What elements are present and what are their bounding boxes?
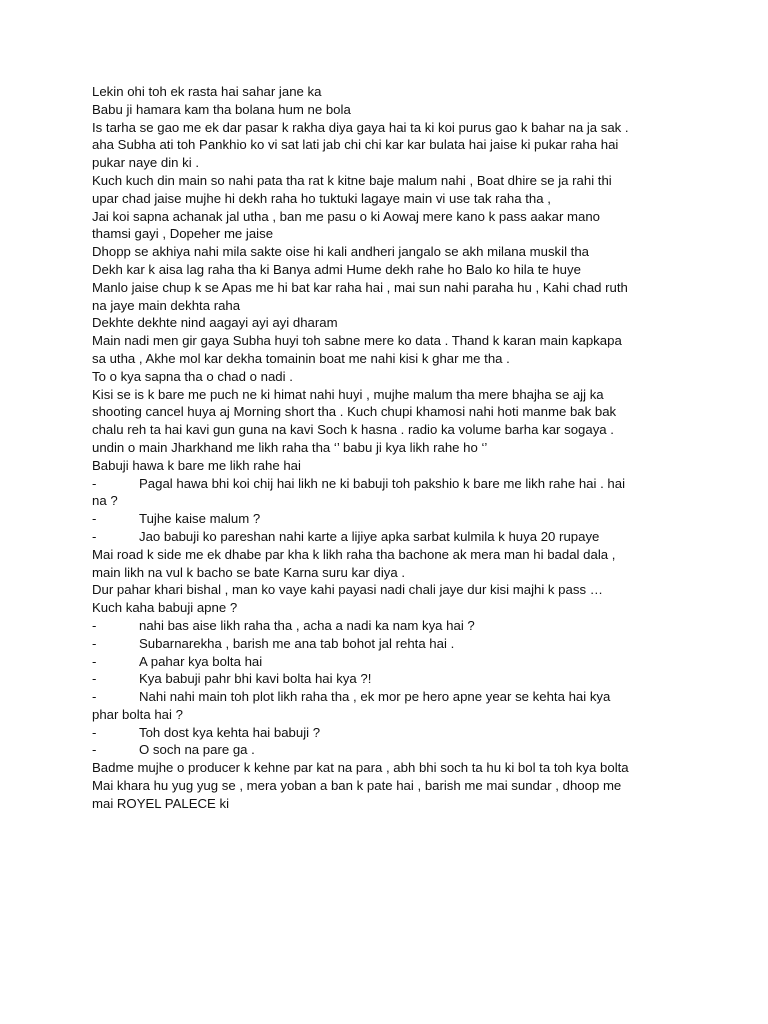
- dialogue-text: Subarnarekha , barish me ana tab bohot jal rehta hai .: [139, 635, 455, 651]
- dash-marker: -: [92, 689, 97, 705]
- dialogue-text: Nahi nahi main toh plot likh raha tha , ek mor pe hero apne year se kehta hai kya: [139, 689, 611, 705]
- paragraph-line: undin o main Jharkhand me likh raha tha ‘’ babu ji kya likh rahe ho ‘’: [92, 439, 488, 455]
- paragraph-line: Mai khara hu yug yug se , mera yoban a ban k pate hai , barish me mai sundar , dhoop me: [92, 778, 622, 794]
- dash-marker: -: [92, 671, 97, 687]
- paragraph-line: aha Subha ati toh Pankhio ko vi sat lati jab chi chi kar kar bulata hai jaise ki pukar raha hai: [92, 137, 619, 153]
- paragraph-line: chalu reh ta hai kavi gun guna na kavi Soch k hasna . radio ka volume barha kar sogaya .: [92, 422, 614, 438]
- paragraph-line: Dekhte dekhte nind aagayi ayi ayi dharam: [92, 315, 338, 331]
- dialogue-text: Toh dost kya kehta hai babuji ?: [139, 724, 321, 740]
- dialogue-text: A pahar kya bolta hai: [139, 653, 263, 669]
- paragraph-line: Is tarha se gao me ek dar pasar k rakha diya gaya hai ta ki koi purus gao k bahar na ja sak .: [92, 119, 629, 135]
- paragraph-line: Kisi se is k bare me puch ne ki himat nahi huyi , mujhe malum tha mere bhajha se ajj ka: [92, 386, 604, 402]
- paragraph-line: Badme mujhe o producer k kehne par kat na para , abh bhi soch ta hu ki bol ta toh kya bolta: [92, 760, 629, 776]
- paragraph-line: Main nadi men gir gaya Subha huyi toh sabne mere ko data . Thand k karan main kapkapa: [92, 333, 622, 349]
- dash-marker: -: [92, 653, 97, 669]
- dash-marker: -: [92, 617, 97, 633]
- paragraph-line: shooting cancel huya aj Morning short tha . Kuch chupi khamosi nahi hoti manme bak bak: [92, 404, 617, 420]
- paragraph-line: mai ROYEL PALECE ki: [92, 795, 230, 811]
- dialogue-line: [92, 635, 708, 653]
- dialogue-text: O soch na pare ga .: [139, 742, 255, 758]
- paragraph-line: Mai road k side me ek dhabe par kha k likh raha tha bachone ak mera man hi badal dala ,: [92, 546, 616, 562]
- paragraph-line: To o kya sapna tha o chad o nadi .: [92, 368, 293, 384]
- dialogue-line: [92, 475, 708, 493]
- dialogue-text: Kya babuji pahr bhi kavi bolta hai kya ?!: [139, 671, 372, 687]
- paragraph-line: na jaye main dekhta raha: [92, 297, 241, 313]
- dialogue-line: [92, 741, 708, 759]
- dialogue-line: [92, 670, 708, 688]
- dialogue-text: Pagal hawa bhi koi chij hai likh ne ki babuji toh pakshio k bare me likh rahe hai . hai: [139, 475, 626, 491]
- paragraph-line: upar chad jaise mujhe hi dekh raha ho tuktuki lagaye main vi use tak raha tha ,: [92, 190, 551, 206]
- dialogue-text: Tujhe kaise malum ?: [139, 511, 261, 527]
- paragraph-line: Jai koi sapna achanak jal utha , ban me pasu o ki Aowaj mere kano k pass aakar mano: [92, 208, 601, 224]
- dialogue-text: nahi bas aise likh raha tha , acha a nadi ka nam kya hai ?: [139, 617, 475, 633]
- paragraph-line: Manlo jaise chup k se Apas me hi bat kar raha hai , mai sun nahi paraha hu , Kahi chad ruth: [92, 279, 628, 295]
- dialogue-line: [92, 617, 708, 635]
- paragraph-line: Dur pahar khari bishal , man ko vaye kahi payasi nadi chali jaye dur kisi majhi k pass …: [92, 582, 603, 598]
- dialogue-continuation: phar bolta hai ?: [92, 706, 183, 722]
- dialogue-line: [92, 653, 708, 671]
- paragraph-line: Dhopp se akhiya nahi mila sakte oise hi kali andheri jangalo se akh milana muskil tha: [92, 244, 590, 260]
- dialogue-line: [92, 724, 708, 742]
- dash-marker: -: [92, 528, 97, 544]
- dash-marker: -: [92, 742, 97, 758]
- dialogue-text: Jao babuji ko pareshan nahi karte a lijiye apka sarbat kulmila k huya 20 rupaye: [139, 528, 600, 544]
- paragraph-line: Babu ji hamara kam tha bolana hum ne bola: [92, 101, 351, 117]
- paragraph-line: Kuch kuch din main so nahi pata tha rat k kitne baje malum nahi , Boat dhire se ja rahi thi: [92, 172, 612, 188]
- dialogue-line: [92, 688, 708, 706]
- dialogue-line: [92, 510, 708, 528]
- paragraph-line: sa utha , Akhe mol kar dekha tomainin boat me nahi kisi k ghar me tha .: [92, 350, 510, 366]
- paragraph-line: main likh na vul k bacho se bate Karna suru kar diya .: [92, 564, 406, 580]
- dialogue-continuation: na ?: [92, 493, 118, 509]
- dash-marker: -: [92, 635, 97, 651]
- dash-marker: -: [92, 724, 97, 740]
- dash-marker: -: [92, 511, 97, 527]
- paragraph-line: Babuji hawa k bare me likh rahe hai: [92, 457, 301, 473]
- paragraph-line: pukar naye din ki .: [92, 155, 200, 171]
- dash-marker: -: [92, 475, 97, 491]
- paragraph-line: Lekin ohi toh ek rasta hai sahar jane ka: [92, 84, 322, 99]
- paragraph-line: thamsi gayi , Dopeher me jaise: [92, 226, 274, 242]
- paragraph-line: Kuch kaha babuji apne ?: [92, 600, 238, 616]
- paragraph-line: Dekh kar k aisa lag raha tha ki Banya admi Hume dekh rahe ho Balo ko hila te huye: [92, 261, 581, 277]
- dialogue-line: [92, 528, 708, 546]
